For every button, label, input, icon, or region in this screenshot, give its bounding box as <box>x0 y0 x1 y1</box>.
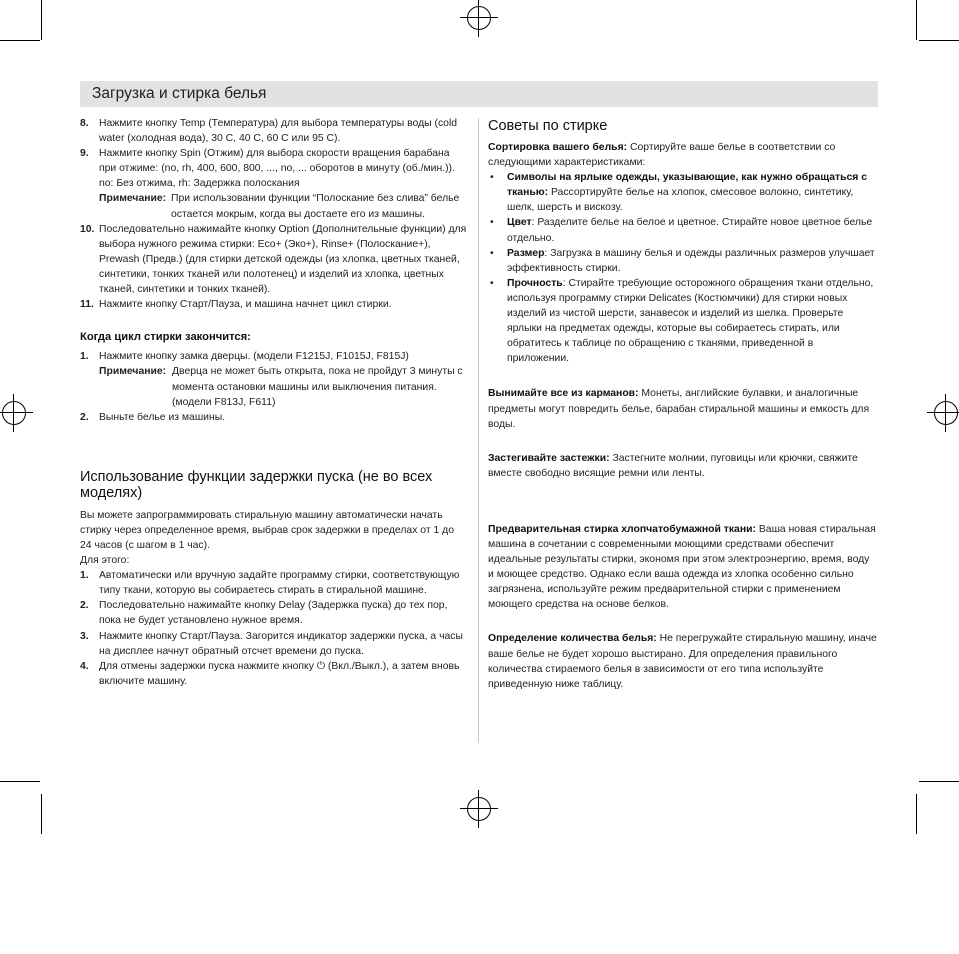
list-item <box>80 297 468 312</box>
prewash-label: Предварительная стирка хлопчатобумажной ткани: <box>488 523 756 535</box>
step-text: Последовательно нажимайте кнопку Option (Дополнительные функции) для выбора нужного режима стирки: Eco+ (Эко+), Rinse+ (Полоскание+), Prewash (Предв.) (для стирки детской одежды (из хлопка, цветных тканей, синтетики, тонких тканей или полотенец) и изделий из хлопка, цветных тканей, синтетики и тонких тканей). <box>99 223 467 296</box>
step-text: Для отмены задержки пуска нажмите кнопку ⏻ (Вкл./Выкл.), а затем вновь включите машину. <box>99 660 460 687</box>
delay-heading: Использование функции задержки пуска (не во всех моделях) <box>80 468 433 501</box>
registration-mark-top <box>467 6 491 30</box>
sorting-label: Сортировка вашего белья: <box>488 142 628 153</box>
sorting-text: Сортируйте ваше белье в соответствии со следующими характеристиками: <box>488 142 836 169</box>
step-text: Последовательно нажимайте кнопку Delay (Задержка пуска) до тех пор, пока не будет установлено нужное время. <box>99 600 448 627</box>
bullet-icon: • <box>490 247 494 259</box>
delay-intro: Вы можете запрограммировать стиральную машину автоматически начать стирку через определенное время, выбрав срок задержки в пределах от 1 до 24 часов (с шагом в 1 час). <box>80 509 454 551</box>
spin-legend: no: Без отжима, rh: Задержка полоскания <box>99 178 300 190</box>
prewash-text: Ваша новая стиральная машина в сочетании с современными моющими средствами обеспечит идеальные результаты стирки, экономя при этом электроэнергию, время, воду и моющее средство. Однако если ваша одежда из хлопка особенно сильно загрязнена, используйте режим предварительной стирки с применением моющего средства на основе белков. <box>488 523 876 611</box>
bullet-label: Символы на ярлыке одежды, указывающие, как нужно обращаться с тканью: <box>507 172 867 199</box>
page-title: Загрузка и стирка белья <box>92 85 267 102</box>
step-text: Нажмите кнопку Старт/Пауза, и машина начнет цикл стирки. <box>99 299 392 311</box>
bullet-icon: • <box>490 277 494 289</box>
list-item <box>80 146 468 176</box>
list-item <box>80 349 468 364</box>
registration-mark-right <box>934 401 958 425</box>
step-number: 2. <box>80 411 89 423</box>
step-number: 11. <box>80 299 94 311</box>
list-item <box>80 116 468 146</box>
note-block <box>99 364 468 409</box>
list-item <box>80 410 468 425</box>
amount-label: Определение количества белья: <box>488 633 657 645</box>
bullet-icon: • <box>490 172 494 184</box>
right-column <box>488 118 878 692</box>
step-number: 3. <box>80 630 89 642</box>
step-text: Выньте белье из машины. <box>99 411 226 423</box>
note-label: Примечание: <box>99 366 167 378</box>
step-number: 1. <box>80 351 89 363</box>
bullet-icon: • <box>490 217 494 229</box>
step-number: 9. <box>80 148 89 160</box>
bullet-text: : Стирайте требующие осторожного обращения ткани отдельно, используя программу стирки Delicates (Костюмчики) для стирки новых изделий из чистой шерсти, занавесок и изделий из шелка. Проверьте ярлыки на предметах одежды, которые вы собираетесь стирать, или обратитесь к таблице по обращению с тканями, приведенной в приложении. <box>507 277 874 365</box>
fasteners-label: Застегивайте застежки: <box>488 452 610 464</box>
amount-paragraph <box>488 631 878 691</box>
tips-heading: Советы по стирке <box>488 118 608 134</box>
list-item <box>488 276 878 367</box>
delay-for-this: Для этого: <box>80 555 130 567</box>
list-item <box>488 170 878 215</box>
bullet-label: Прочность <box>507 277 563 289</box>
pockets-label: Вынимайте все из карманов: <box>488 388 639 400</box>
step-text: Нажмите кнопку замка дверцы. (модели F1215J, F1015J, F815J) <box>99 351 409 363</box>
fasteners-paragraph <box>488 451 878 481</box>
bullet-text: : Разделите белье на белое и цветное. Стирайте новое цветное белье отдельно. <box>507 217 873 244</box>
step-number: 10. <box>80 223 95 235</box>
step-number: 1. <box>80 570 89 582</box>
step-number: 4. <box>80 660 89 672</box>
finish-heading: Когда цикл стирки закончится: <box>80 331 251 344</box>
bullet-label: Размер <box>507 247 545 259</box>
prewash-paragraph <box>488 522 878 613</box>
bullet-label: Цвет <box>507 217 532 229</box>
list-item <box>488 246 878 276</box>
step-text: Нажмите кнопку Старт/Пауза. Загорится индикатор задержки пуска, а часы на дисплее начнут обратный отсчет времени до пуска. <box>99 630 463 657</box>
pockets-paragraph <box>488 386 878 431</box>
note-label: Примечание: <box>99 193 167 205</box>
amount-text: Не перегружайте стиральную машину, иначе ваше белье не будет хорошо выстирано. Для определения правильного количества стираемого белья в зависимости от его типа используйте приведенную ниже таблицу. <box>488 633 877 690</box>
sorting-paragraph <box>488 140 878 170</box>
list-item <box>80 598 468 628</box>
note-block <box>99 191 468 221</box>
step-number: 2. <box>80 600 89 612</box>
left-column <box>80 116 468 689</box>
list-item <box>80 568 468 598</box>
note-text: При использовании функции “Полоскание без слива” белье остается мокрым, когда вы достаете его из машины. <box>171 193 460 220</box>
step-text: Нажмите кнопку Temp (Температура) для выбора температуры воды (cold water (холодная вода), 30 C, 40 C, 60 C или 95 C). <box>99 118 458 145</box>
step-text: Автоматически или вручную задайте программу стирки, соответствующую типу ткани, которую вы собираетесь стирать в стиральной машине. <box>99 570 460 597</box>
list-item <box>80 659 468 689</box>
column-divider <box>478 118 479 743</box>
step-text: Нажмите кнопку Spin (Отжим) для выбора скорости вращения барабана при отжиме: (no, rh, 400, 600, 800, ..., no, ... оборотов в минуту (об./мин.)). <box>99 148 455 175</box>
registration-mark-left <box>2 401 26 425</box>
bullet-text: : Загрузка в машину белья и одежды различных размеров улучшает эффективность стирки. <box>507 247 875 274</box>
registration-mark-bottom <box>467 797 491 821</box>
bullet-text: Рассортируйте белье на хлопок, смесовое волокно, синтетику, шелк, шерсть и вискозу. <box>507 187 854 214</box>
note-text: Дверца не может быть открыта, пока не пройдут 3 минуты с момента остановки машины или выключения питания. (модели F813J, F611) <box>172 366 463 408</box>
fasteners-text: Застегните молнии, пуговицы или крючки, свяжите вместе свободно висящие ремни или ленты. <box>488 452 858 479</box>
list-item <box>80 222 468 297</box>
list-item <box>488 215 878 245</box>
list-item <box>80 629 468 659</box>
pockets-text: Монеты, английские булавки, и аналогичные предметы могут повредить белье, барабан стиральной машины и емкость для воды. <box>488 388 870 430</box>
step-number: 8. <box>80 118 89 129</box>
section-header-band <box>80 81 878 107</box>
